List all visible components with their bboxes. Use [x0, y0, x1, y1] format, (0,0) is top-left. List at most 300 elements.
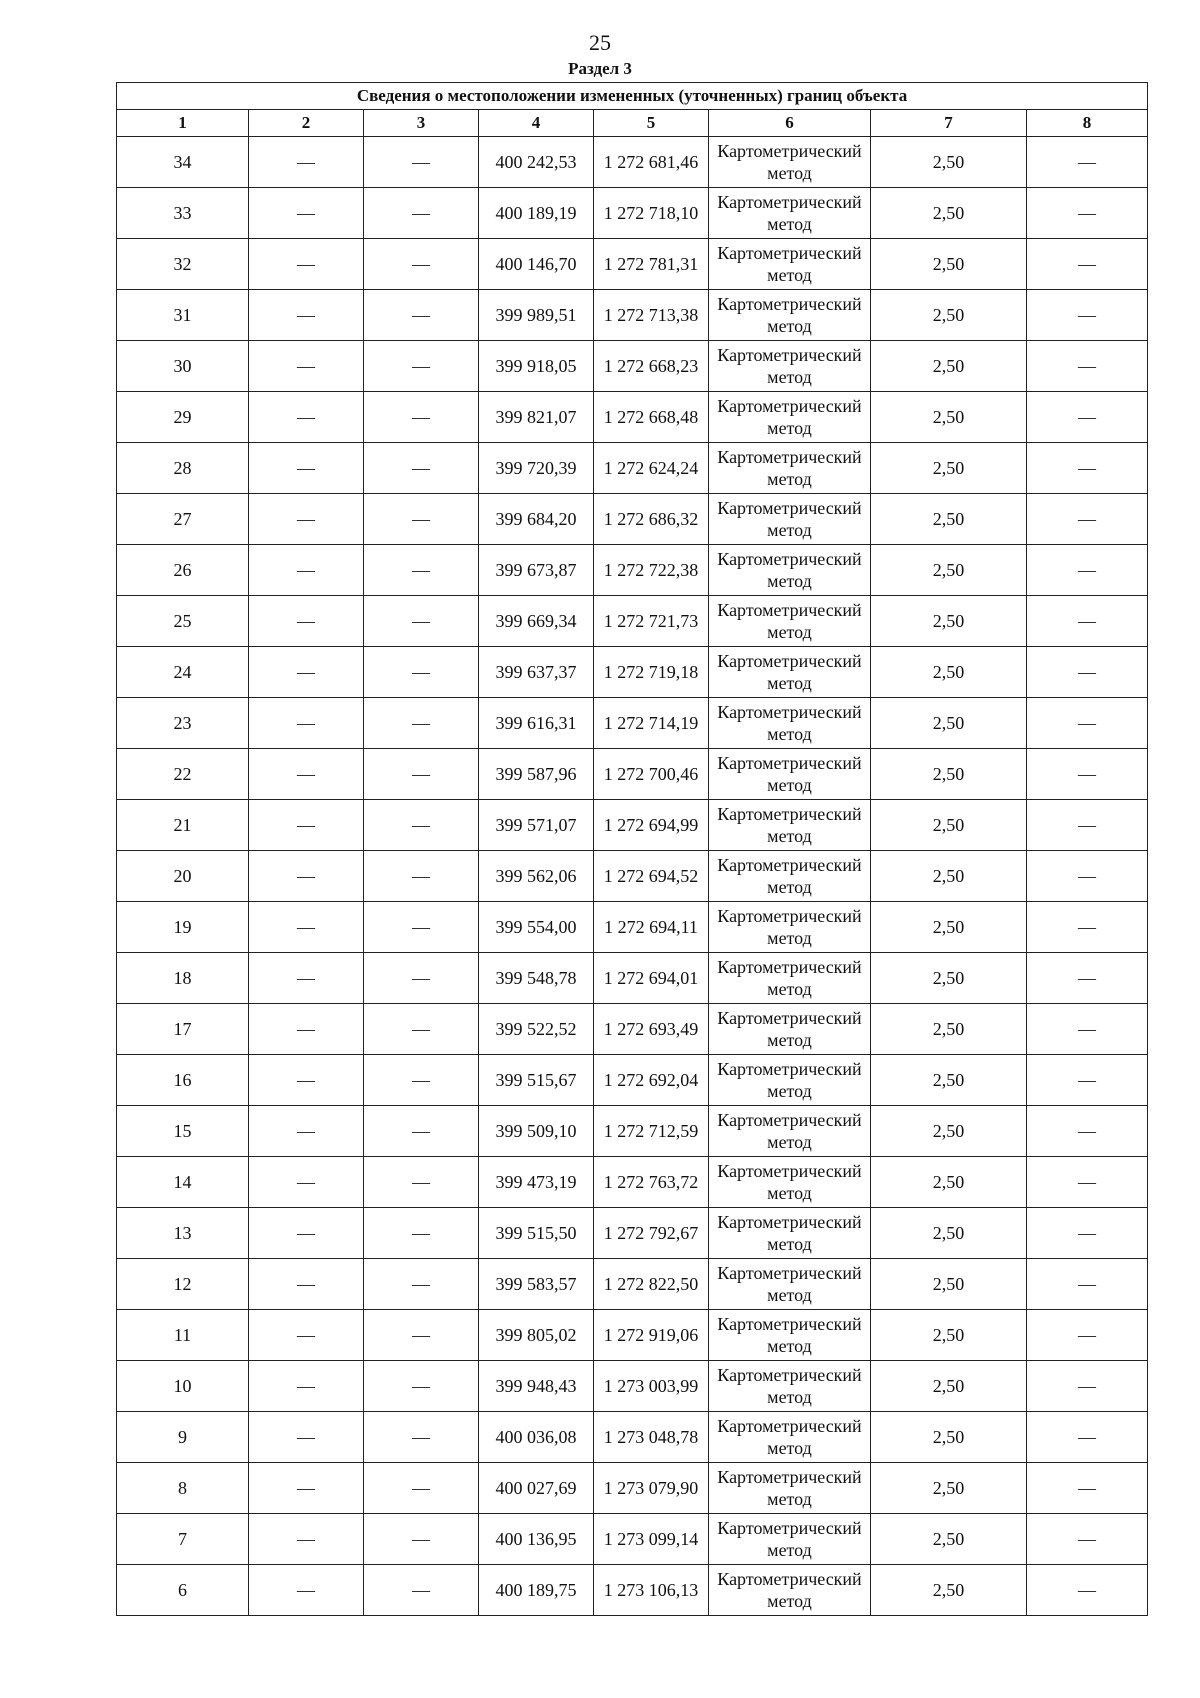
table-cell-col-7: 2,50 — [871, 443, 1027, 494]
table-row — [117, 1259, 1148, 1310]
table-cell-col-8: — — [1027, 1157, 1148, 1208]
table-cell-col-3: — — [364, 1565, 479, 1616]
table-cell-col-7: 2,50 — [871, 392, 1027, 443]
table-cell-col-6 — [709, 1310, 871, 1361]
table-cell-col-6 — [709, 1565, 871, 1616]
table-cell-col-2: — — [249, 1208, 364, 1259]
table-caption: Сведения о местоположении измененных (уточненных) границ объекта — [117, 83, 1148, 110]
table-cell-col-1: 27 — [117, 494, 249, 545]
table-cell-col-3: — — [364, 341, 479, 392]
table-cell-col-7: 2,50 — [871, 1208, 1027, 1259]
table-cell-col-3: — — [364, 953, 479, 1004]
coordinates-table — [116, 82, 1148, 1616]
column-number-row — [117, 110, 1148, 137]
table-cell-col-2: — — [249, 1514, 364, 1565]
table-cell-col-5: 1 272 692,04 — [594, 1055, 709, 1106]
table-cell-col-4: 400 242,53 — [479, 137, 594, 188]
table-cell-col-2: — — [249, 698, 364, 749]
table-cell-col-7: 2,50 — [871, 1514, 1027, 1565]
method-text: Картометрический метод — [717, 1569, 862, 1611]
table-cell-col-6 — [709, 647, 871, 698]
table-cell-col-6 — [709, 800, 871, 851]
table-cell-col-7: 2,50 — [871, 800, 1027, 851]
table-cell-col-2: — — [249, 851, 364, 902]
table-cell-col-5: 1 272 763,72 — [594, 1157, 709, 1208]
table-cell-col-4: 399 562,06 — [479, 851, 594, 902]
table-cell-col-7: 2,50 — [871, 1004, 1027, 1055]
method-text: Картометрический метод — [717, 1314, 862, 1356]
table-cell-col-2: — — [249, 1361, 364, 1412]
table-cell-col-7: 2,50 — [871, 1157, 1027, 1208]
table-cell-col-7: 2,50 — [871, 1310, 1027, 1361]
table-cell-col-3: — — [364, 1208, 479, 1259]
table-cell-col-7: 2,50 — [871, 137, 1027, 188]
table-cell-col-8: — — [1027, 1310, 1148, 1361]
table-cell-col-2: — — [249, 800, 364, 851]
table-cell-col-1: 23 — [117, 698, 249, 749]
table-cell-col-4: 399 673,87 — [479, 545, 594, 596]
table-cell-col-4: 399 473,19 — [479, 1157, 594, 1208]
table-cell-col-4: 400 189,19 — [479, 188, 594, 239]
table-row — [117, 1412, 1148, 1463]
method-text: Картометрический метод — [717, 192, 862, 234]
section-title: Раздел 3 — [568, 59, 632, 78]
table-cell-col-3: — — [364, 392, 479, 443]
table-cell-col-1: 19 — [117, 902, 249, 953]
table-row — [117, 902, 1148, 953]
table-cell-col-8: — — [1027, 188, 1148, 239]
table-row — [117, 1361, 1148, 1412]
table-cell-col-6 — [709, 698, 871, 749]
table-cell-col-2: — — [249, 290, 364, 341]
table-cell-col-8: — — [1027, 1208, 1148, 1259]
table-cell-col-4: 399 948,43 — [479, 1361, 594, 1412]
table-cell-col-5: 1 273 099,14 — [594, 1514, 709, 1565]
table-cell-col-1: 16 — [117, 1055, 249, 1106]
table-cell-col-4: 399 583,57 — [479, 1259, 594, 1310]
table-cell-col-2: — — [249, 392, 364, 443]
table-cell-col-2: — — [249, 647, 364, 698]
table-cell-col-8: — — [1027, 494, 1148, 545]
table-cell-col-4: 399 571,07 — [479, 800, 594, 851]
table-row — [117, 1565, 1148, 1616]
table-cell-col-1: 6 — [117, 1565, 249, 1616]
method-text: Картометрический метод — [717, 345, 862, 387]
method-text: Картометрический метод — [717, 1416, 862, 1458]
table-row — [117, 494, 1148, 545]
method-text: Картометрический метод — [717, 702, 862, 744]
table-cell-col-7: 2,50 — [871, 1463, 1027, 1514]
method-text: Картометрический метод — [717, 906, 862, 948]
table-cell-col-7: 2,50 — [871, 1565, 1027, 1616]
table-cell-col-7: 2,50 — [871, 1259, 1027, 1310]
table-body — [117, 137, 1148, 1616]
table-cell-col-3: — — [364, 902, 479, 953]
table-cell-col-4: 400 189,75 — [479, 1565, 594, 1616]
table-cell-col-4: 399 805,02 — [479, 1310, 594, 1361]
table-cell-col-1: 22 — [117, 749, 249, 800]
table-cell-col-5: 1 272 694,11 — [594, 902, 709, 953]
table-cell-col-8: — — [1027, 596, 1148, 647]
table-cell-col-1: 15 — [117, 1106, 249, 1157]
table-cell-col-3: — — [364, 851, 479, 902]
table-cell-col-2: — — [249, 443, 364, 494]
table-cell-col-3: — — [364, 647, 479, 698]
table-cell-col-6 — [709, 239, 871, 290]
table-cell-col-5: 1 273 079,90 — [594, 1463, 709, 1514]
table-row — [117, 137, 1148, 188]
table-cell-col-5: 1 272 694,01 — [594, 953, 709, 1004]
table-cell-col-8: — — [1027, 647, 1148, 698]
table-row — [117, 341, 1148, 392]
table-row — [117, 1463, 1148, 1514]
table-cell-col-3: — — [364, 698, 479, 749]
table-cell-col-8: — — [1027, 902, 1148, 953]
table-cell-col-8: — — [1027, 953, 1148, 1004]
table-cell-col-4: 399 509,10 — [479, 1106, 594, 1157]
table-cell-col-3: — — [364, 239, 479, 290]
table-cell-col-6 — [709, 1106, 871, 1157]
table-cell-col-8: — — [1027, 1106, 1148, 1157]
table-cell-col-6 — [709, 1004, 871, 1055]
table-cell-col-6 — [709, 953, 871, 1004]
table-cell-col-5: 1 272 722,38 — [594, 545, 709, 596]
table-cell-col-1: 28 — [117, 443, 249, 494]
table-cell-col-8: — — [1027, 800, 1148, 851]
table-cell-col-2: — — [249, 1055, 364, 1106]
table-cell-col-3: — — [364, 443, 479, 494]
method-text: Картометрический метод — [717, 1008, 862, 1050]
method-text: Картометрический метод — [717, 549, 862, 591]
table-cell-col-6 — [709, 1412, 871, 1463]
table-cell-col-6 — [709, 290, 871, 341]
table-cell-col-4: 399 918,05 — [479, 341, 594, 392]
table-cell-col-3: — — [364, 545, 479, 596]
table-cell-col-8: — — [1027, 1463, 1148, 1514]
table-cell-col-7: 2,50 — [871, 647, 1027, 698]
table-cell-col-8: — — [1027, 1514, 1148, 1565]
table-cell-col-3: — — [364, 1412, 479, 1463]
table-cell-col-1: 17 — [117, 1004, 249, 1055]
table-cell-col-7: 2,50 — [871, 341, 1027, 392]
table-cell-col-3: — — [364, 1514, 479, 1565]
table-cell-col-2: — — [249, 1106, 364, 1157]
table-cell-col-5: 1 273 003,99 — [594, 1361, 709, 1412]
table-cell-col-1: 29 — [117, 392, 249, 443]
table-row — [117, 647, 1148, 698]
table-cell-col-3: — — [364, 188, 479, 239]
table-cell-col-7: 2,50 — [871, 1106, 1027, 1157]
method-text: Картометрический метод — [717, 1518, 862, 1560]
table-cell-col-3: — — [364, 749, 479, 800]
table-cell-col-6 — [709, 341, 871, 392]
table-cell-col-1: 21 — [117, 800, 249, 851]
table-cell-col-3: — — [364, 800, 479, 851]
table-cell-col-2: — — [249, 1259, 364, 1310]
table-cell-col-3: — — [364, 1259, 479, 1310]
table-cell-col-7: 2,50 — [871, 953, 1027, 1004]
table-cell-col-5: 1 272 792,67 — [594, 1208, 709, 1259]
table-cell-col-5: 1 272 694,52 — [594, 851, 709, 902]
table-cell-col-4: 400 027,69 — [479, 1463, 594, 1514]
table-cell-col-7: 2,50 — [871, 494, 1027, 545]
table-cell-col-7: 2,50 — [871, 1412, 1027, 1463]
table-cell-col-2: — — [249, 1565, 364, 1616]
table-cell-col-6 — [709, 1208, 871, 1259]
table-cell-col-1: 34 — [117, 137, 249, 188]
table-row — [117, 1310, 1148, 1361]
table-cell-col-6 — [709, 1259, 871, 1310]
table-cell-col-7: 2,50 — [871, 1055, 1027, 1106]
table-cell-col-7: 2,50 — [871, 698, 1027, 749]
table-cell-col-8: — — [1027, 341, 1148, 392]
table-cell-col-8: — — [1027, 1259, 1148, 1310]
table-row — [117, 596, 1148, 647]
table-cell-col-8: — — [1027, 1004, 1148, 1055]
table-cell-col-1: 30 — [117, 341, 249, 392]
table-cell-col-3: — — [364, 290, 479, 341]
table-cell-col-8: — — [1027, 239, 1148, 290]
method-text: Картометрический метод — [717, 1059, 862, 1101]
table-cell-col-1: 18 — [117, 953, 249, 1004]
table-cell-col-8: — — [1027, 1412, 1148, 1463]
table-cell-col-6 — [709, 392, 871, 443]
table-cell-col-6 — [709, 137, 871, 188]
table-cell-col-4: 399 684,20 — [479, 494, 594, 545]
table-cell-col-2: — — [249, 1310, 364, 1361]
table-cell-col-5: 1 272 693,49 — [594, 1004, 709, 1055]
table-cell-col-8: — — [1027, 698, 1148, 749]
method-text: Картометрический метод — [717, 396, 862, 438]
table-cell-col-2: — — [249, 749, 364, 800]
method-text: Картометрический метод — [717, 855, 862, 897]
table-cell-col-2: — — [249, 341, 364, 392]
table-cell-col-6 — [709, 494, 871, 545]
method-text: Картометрический метод — [717, 1365, 862, 1407]
table-row — [117, 545, 1148, 596]
table-cell-col-4: 399 554,00 — [479, 902, 594, 953]
method-text: Картометрический метод — [717, 498, 862, 540]
column-header-5: 5 — [594, 110, 709, 137]
page-number: 25 — [589, 30, 611, 55]
table-cell-col-1: 7 — [117, 1514, 249, 1565]
table-row — [117, 1208, 1148, 1259]
table-cell-col-6 — [709, 188, 871, 239]
table-cell-col-2: — — [249, 545, 364, 596]
table-cell-col-4: 399 720,39 — [479, 443, 594, 494]
table-cell-col-1: 13 — [117, 1208, 249, 1259]
table-cell-col-2: — — [249, 188, 364, 239]
table-cell-col-2: — — [249, 1463, 364, 1514]
table-cell-col-2: — — [249, 494, 364, 545]
table-cell-col-8: — — [1027, 1055, 1148, 1106]
table-row — [117, 188, 1148, 239]
table-cell-col-3: — — [364, 1463, 479, 1514]
method-text: Картометрический метод — [717, 1467, 862, 1509]
table-cell-col-5: 1 272 700,46 — [594, 749, 709, 800]
column-header-3: 3 — [364, 110, 479, 137]
table-cell-col-4: 399 587,96 — [479, 749, 594, 800]
table-cell-col-3: — — [364, 1055, 479, 1106]
table-cell-col-5: 1 272 624,24 — [594, 443, 709, 494]
column-header-1: 1 — [117, 110, 249, 137]
table-cell-col-4: 399 522,52 — [479, 1004, 594, 1055]
table-cell-col-8: — — [1027, 851, 1148, 902]
table-row — [117, 698, 1148, 749]
column-header-6: 6 — [709, 110, 871, 137]
table-cell-col-4: 400 136,95 — [479, 1514, 594, 1565]
table-cell-col-4: 399 821,07 — [479, 392, 594, 443]
table-cell-col-5: 1 272 668,48 — [594, 392, 709, 443]
table-cell-col-5: 1 272 919,06 — [594, 1310, 709, 1361]
table-cell-col-6 — [709, 545, 871, 596]
table-row — [117, 1004, 1148, 1055]
table-cell-col-1: 31 — [117, 290, 249, 341]
table-row — [117, 749, 1148, 800]
table-cell-col-5: 1 272 668,23 — [594, 341, 709, 392]
table-cell-col-4: 399 637,37 — [479, 647, 594, 698]
method-text: Картометрический метод — [717, 753, 862, 795]
table-cell-col-3: — — [364, 1157, 479, 1208]
method-text: Картометрический метод — [717, 1161, 862, 1203]
table-cell-col-5: 1 273 048,78 — [594, 1412, 709, 1463]
table-row — [117, 800, 1148, 851]
table-cell-col-8: — — [1027, 545, 1148, 596]
table-cell-col-7: 2,50 — [871, 596, 1027, 647]
method-text: Картометрический метод — [717, 1212, 862, 1254]
table-cell-col-1: 14 — [117, 1157, 249, 1208]
table-cell-col-1: 20 — [117, 851, 249, 902]
method-text: Картометрический метод — [717, 447, 862, 489]
table-cell-col-6 — [709, 1361, 871, 1412]
table-cell-col-7: 2,50 — [871, 902, 1027, 953]
table-cell-col-3: — — [364, 1004, 479, 1055]
table-cell-col-5: 1 272 721,73 — [594, 596, 709, 647]
method-text: Картометрический метод — [717, 243, 862, 285]
table-cell-col-2: — — [249, 1157, 364, 1208]
table-cell-col-1: 24 — [117, 647, 249, 698]
table-cell-col-7: 2,50 — [871, 851, 1027, 902]
table-cell-col-6 — [709, 443, 871, 494]
table-cell-col-2: — — [249, 1004, 364, 1055]
table-cell-col-6 — [709, 1055, 871, 1106]
method-text: Картометрический метод — [717, 600, 862, 642]
table-cell-col-8: — — [1027, 137, 1148, 188]
column-header-7: 7 — [871, 110, 1027, 137]
table-row — [117, 290, 1148, 341]
method-text: Картометрический метод — [717, 651, 862, 693]
table-cell-col-8: — — [1027, 749, 1148, 800]
table-cell-col-1: 12 — [117, 1259, 249, 1310]
table-cell-col-4: 399 515,67 — [479, 1055, 594, 1106]
table-cell-col-3: — — [364, 596, 479, 647]
table-cell-col-6 — [709, 1514, 871, 1565]
table-cell-col-7: 2,50 — [871, 1361, 1027, 1412]
table-cell-col-3: — — [364, 494, 479, 545]
table-cell-col-8: — — [1027, 392, 1148, 443]
table-cell-col-8: — — [1027, 443, 1148, 494]
table-cell-col-3: — — [364, 1106, 479, 1157]
table-row — [117, 443, 1148, 494]
table-cell-col-6 — [709, 851, 871, 902]
table-row — [117, 1055, 1148, 1106]
method-text: Картометрический метод — [717, 1263, 862, 1305]
table-cell-col-1: 11 — [117, 1310, 249, 1361]
table-cell-col-4: 399 515,50 — [479, 1208, 594, 1259]
table-row — [117, 1157, 1148, 1208]
table-cell-col-8: — — [1027, 1361, 1148, 1412]
table-cell-col-5: 1 272 694,99 — [594, 800, 709, 851]
table-cell-col-5: 1 272 713,38 — [594, 290, 709, 341]
table-cell-col-5: 1 272 686,32 — [594, 494, 709, 545]
table-cell-col-4: 400 036,08 — [479, 1412, 594, 1463]
column-header-2: 2 — [249, 110, 364, 137]
table-cell-col-2: — — [249, 596, 364, 647]
method-text: Картометрический метод — [717, 804, 862, 846]
table-cell-col-1: 26 — [117, 545, 249, 596]
table-cell-col-6 — [709, 1463, 871, 1514]
table-row — [117, 1106, 1148, 1157]
method-text: Картометрический метод — [717, 957, 862, 999]
table-cell-col-5: 1 273 106,13 — [594, 1565, 709, 1616]
table-cell-col-2: — — [249, 137, 364, 188]
table-cell-col-6 — [709, 1157, 871, 1208]
table-cell-col-8: — — [1027, 290, 1148, 341]
table-cell-col-1: 33 — [117, 188, 249, 239]
table-cell-col-5: 1 272 681,46 — [594, 137, 709, 188]
table-cell-col-6 — [709, 749, 871, 800]
table-cell-col-2: — — [249, 902, 364, 953]
table-cell-col-5: 1 272 719,18 — [594, 647, 709, 698]
table-cell-col-5: 1 272 781,31 — [594, 239, 709, 290]
table-cell-col-4: 399 669,34 — [479, 596, 594, 647]
table-cell-col-4: 399 616,31 — [479, 698, 594, 749]
table-cell-col-7: 2,50 — [871, 749, 1027, 800]
table-cell-col-2: — — [249, 239, 364, 290]
table-cell-col-5: 1 272 712,59 — [594, 1106, 709, 1157]
table-cell-col-1: 10 — [117, 1361, 249, 1412]
table-cell-col-3: — — [364, 1361, 479, 1412]
method-text: Картометрический метод — [717, 294, 862, 336]
method-text: Картометрический метод — [717, 1110, 862, 1152]
table-cell-col-7: 2,50 — [871, 545, 1027, 596]
table-cell-col-4: 399 989,51 — [479, 290, 594, 341]
table-cell-col-2: — — [249, 1412, 364, 1463]
table-cell-col-5: 1 272 714,19 — [594, 698, 709, 749]
table-cell-col-7: 2,50 — [871, 290, 1027, 341]
table-row — [117, 239, 1148, 290]
table-cell-col-7: 2,50 — [871, 188, 1027, 239]
table-cell-col-1: 25 — [117, 596, 249, 647]
table-cell-col-5: 1 272 822,50 — [594, 1259, 709, 1310]
method-text: Картометрический метод — [717, 141, 862, 183]
table-cell-col-2: — — [249, 953, 364, 1004]
table-cell-col-1: 9 — [117, 1412, 249, 1463]
table-cell-col-6 — [709, 596, 871, 647]
table-cell-col-1: 8 — [117, 1463, 249, 1514]
table-cell-col-8: — — [1027, 1565, 1148, 1616]
table-cell-col-3: — — [364, 1310, 479, 1361]
table-cell-col-6 — [709, 902, 871, 953]
table-cell-col-3: — — [364, 137, 479, 188]
table-row — [117, 392, 1148, 443]
table-cell-col-7: 2,50 — [871, 239, 1027, 290]
column-header-4: 4 — [479, 110, 594, 137]
table-cell-col-5: 1 272 718,10 — [594, 188, 709, 239]
table-cell-col-1: 32 — [117, 239, 249, 290]
table-cell-col-4: 399 548,78 — [479, 953, 594, 1004]
table-row — [117, 953, 1148, 1004]
